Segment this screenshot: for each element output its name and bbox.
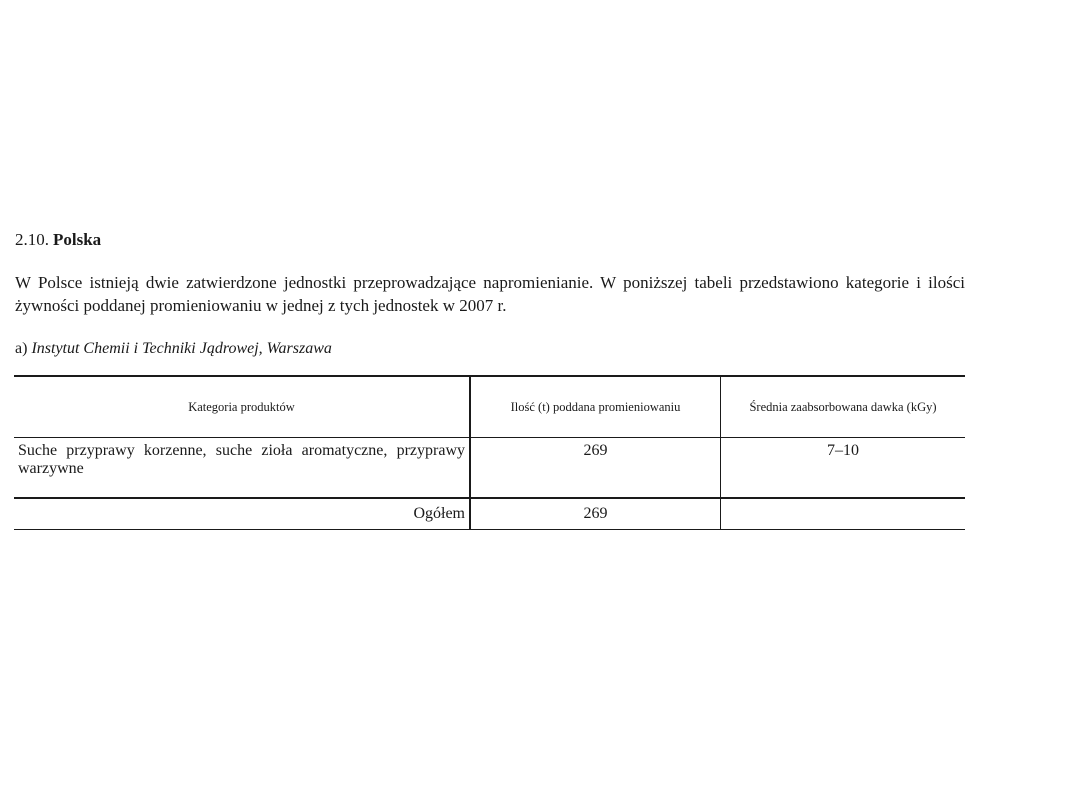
- facility-subheading: [15, 338, 332, 360]
- cell-dose: 7–10: [721, 438, 966, 499]
- section-title: Polska: [53, 230, 102, 249]
- header-dose: Średnia zaabsorbowana dawka (kGy): [721, 376, 966, 438]
- section-heading: [15, 228, 101, 252]
- table-header-row: [14, 376, 965, 438]
- header-category: Kategoria produktów: [188, 399, 295, 414]
- total-label: Ogółem: [413, 505, 465, 522]
- header-quantity: Ilość (t) poddana promieniowaniu: [470, 376, 721, 438]
- irradiation-table: [14, 375, 965, 530]
- total-dose: [721, 498, 966, 530]
- table-total-row: [14, 498, 965, 530]
- section-number: 2.10.: [15, 230, 49, 249]
- table-row: [14, 438, 965, 499]
- intro-paragraph: W Polsce istnieją dwie zatwierdzone jednostki przeprowadzające napromienianie. W poniższej tabeli przedstawiono kategorie i ilości żywności poddanej promieniowaniu w jednej z tych jednostek w 2007 r.: [15, 273, 965, 315]
- facility-name: Instytut Chemii i Techniki Jądrowej, Warszawa: [31, 340, 332, 357]
- cell-quantity: 269: [470, 438, 721, 499]
- cell-category: Suche przyprawy korzenne, suche zioła aromatyczne, przyprawy warzywne: [18, 442, 465, 477]
- subheading-prefix: a): [15, 340, 28, 357]
- total-quantity: 269: [470, 498, 721, 530]
